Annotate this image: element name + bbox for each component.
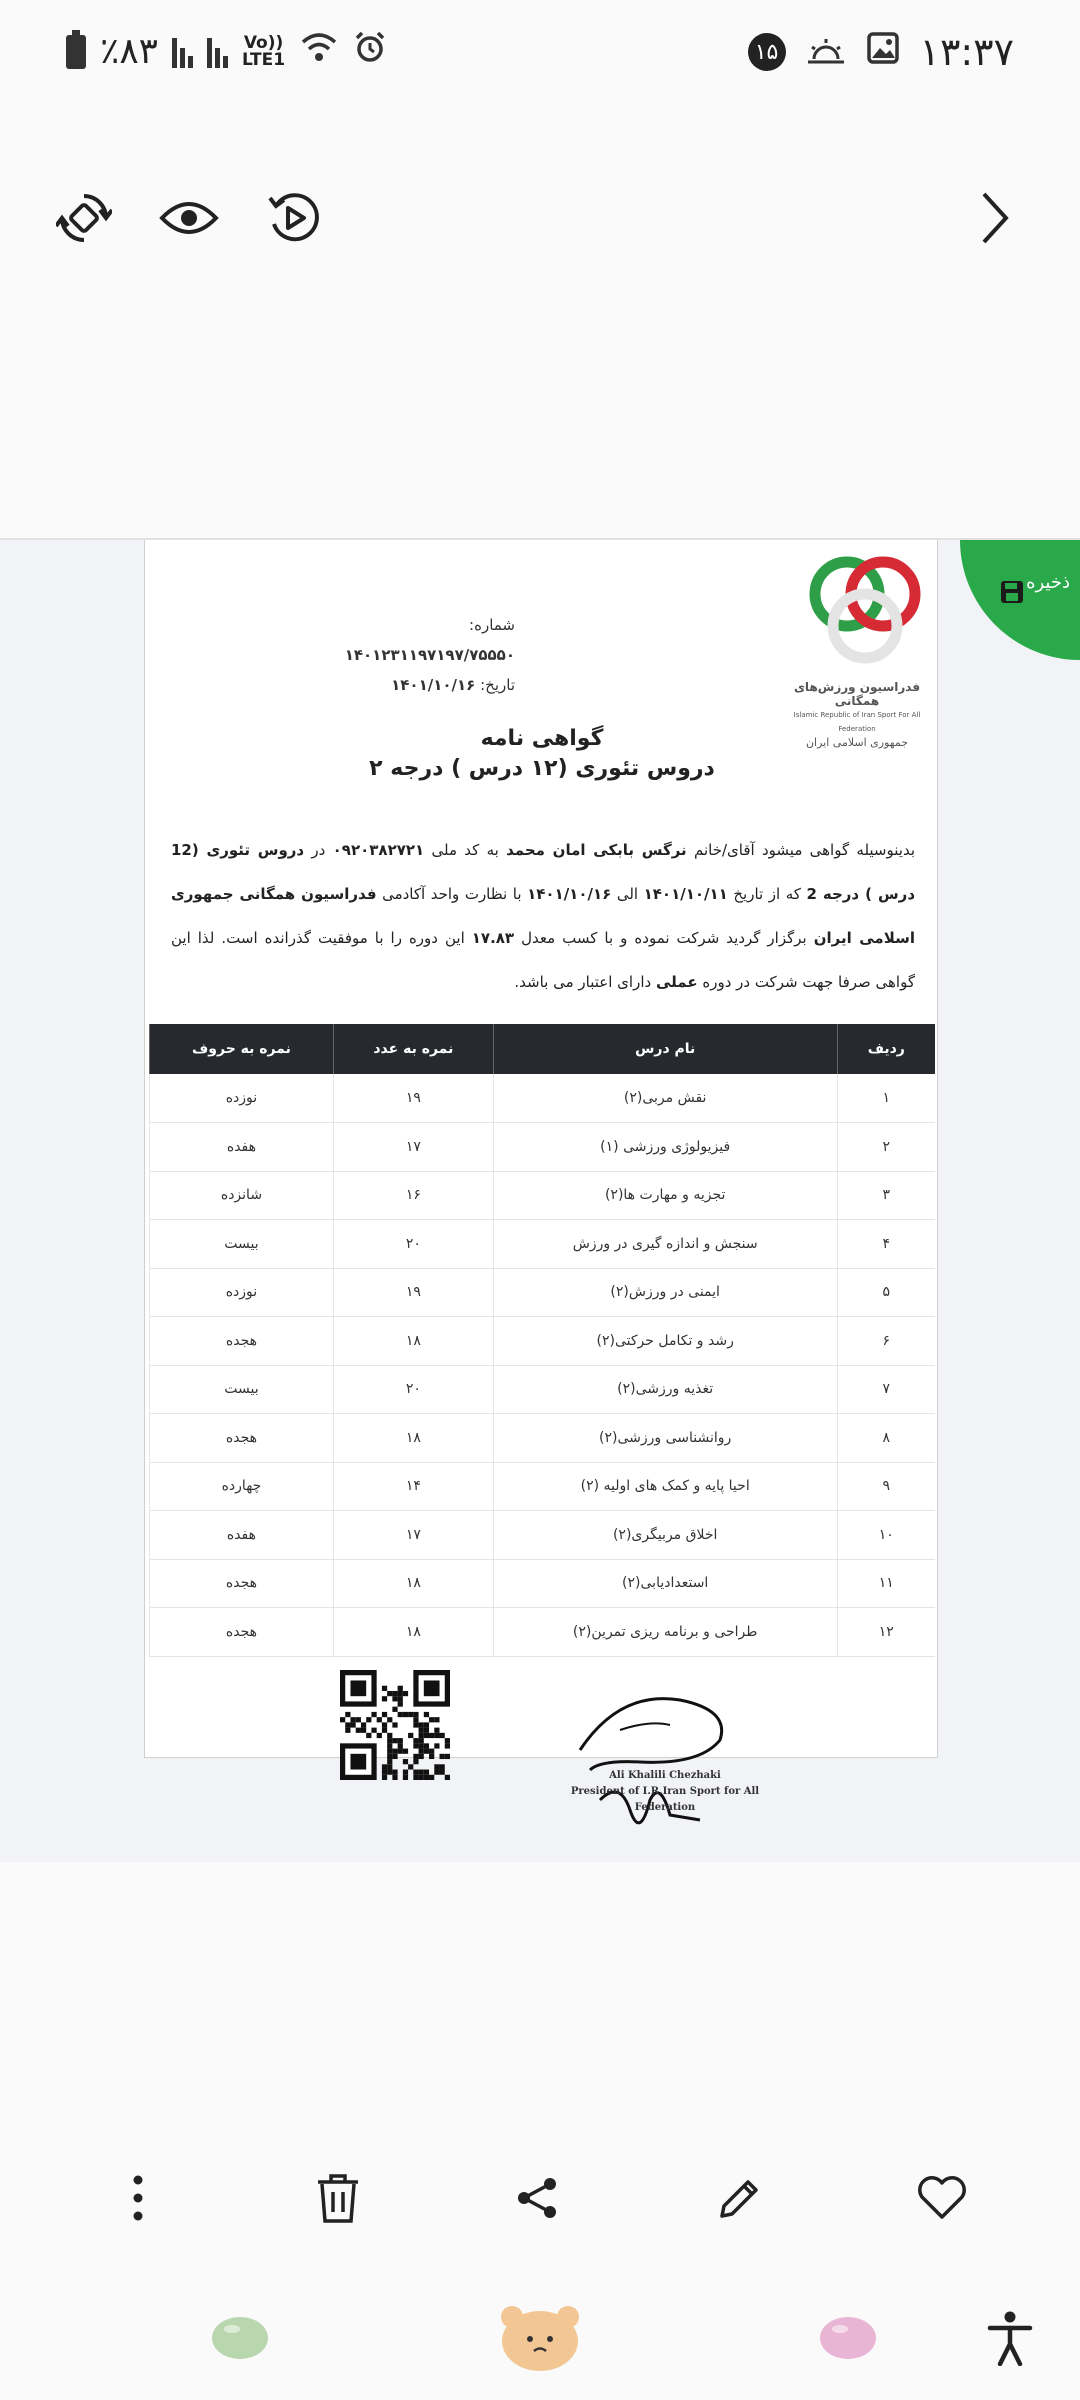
table-row	[150, 1414, 936, 1463]
status-bar	[0, 0, 1080, 110]
table-row	[150, 1268, 936, 1317]
favorite-button[interactable]	[892, 2150, 992, 2250]
table-row	[150, 1171, 936, 1220]
delete-button[interactable]	[288, 2150, 388, 2250]
grade-words: هفده	[150, 1123, 334, 1172]
table-row	[150, 1559, 936, 1608]
grade-words: هجده	[150, 1414, 334, 1463]
pink-bean-button[interactable]	[808, 2290, 888, 2390]
grade-number: ۱۶	[333, 1171, 493, 1220]
sunrise-icon	[806, 30, 846, 74]
row-number: ۱۲	[837, 1608, 935, 1657]
column-header: نام درس	[493, 1024, 837, 1074]
action-bar	[0, 2150, 1080, 2250]
more-button[interactable]	[88, 2150, 188, 2250]
practical-word: عملی	[655, 973, 698, 991]
course-title: فیزیولوژی ورزشی (۱)	[493, 1123, 837, 1172]
table-header-row	[150, 1024, 936, 1074]
edit-pencil-icon	[716, 2174, 764, 2226]
course-title: استعدادیابی(۲)	[493, 1559, 837, 1608]
table-row	[150, 1365, 936, 1414]
grade-number: ۲۰	[333, 1220, 493, 1269]
more-vertical-icon	[132, 2174, 144, 2226]
grades-table-body	[150, 1074, 936, 1656]
document-viewer[interactable]	[0, 538, 1080, 1862]
share-icon	[516, 2176, 560, 2224]
column-header: نمره به حروف	[150, 1024, 334, 1074]
battery-level: ٪۸۳	[100, 31, 159, 72]
course-title: نقش مربی(۲)	[493, 1074, 837, 1123]
date-label: تاریخ:	[480, 676, 515, 694]
eye-icon	[159, 198, 219, 242]
notification-count-badge: ۱۵	[748, 33, 786, 71]
grade-number: ۱۸	[333, 1559, 493, 1608]
signal-icon-2	[207, 36, 228, 68]
chevron-right-icon	[976, 190, 1012, 250]
share-button[interactable]	[488, 2150, 588, 2250]
body-text: که از تاریخ	[727, 885, 807, 903]
reference-block	[344, 610, 515, 700]
federation-name-fa: فدراسیون ورزش‌های همگانی	[793, 680, 921, 708]
federation-name-en: Islamic Republic of Iran Sport For All Federation	[793, 711, 921, 733]
course-title: تجزیه و مهارت ها(۲)	[493, 1171, 837, 1220]
grades-table	[149, 1024, 935, 1657]
row-number: ۹	[837, 1462, 935, 1511]
viewer-toolbar	[0, 170, 1080, 270]
date-from: ۱۴۰۱/۱۰/۱۱	[643, 885, 728, 903]
accessibility-icon	[986, 2310, 1034, 2370]
column-header: ردیف	[837, 1024, 935, 1074]
bear-button[interactable]	[496, 2290, 584, 2390]
rotate-button[interactable]	[34, 170, 134, 270]
body-text: در	[304, 841, 333, 859]
grade-number: ۱۷	[333, 1511, 493, 1560]
course-title: احیا پایه و کمک های اولیه (۲)	[493, 1462, 837, 1511]
table-row	[150, 1317, 936, 1366]
grade-number: ۱۴	[333, 1462, 493, 1511]
grade-words: بیست	[150, 1365, 334, 1414]
recipient-name: نرگس بابکی امان محمد	[506, 841, 687, 859]
title-line-2: دروس تئوری (۱۲ درس ) درجه ۲	[369, 756, 715, 781]
row-number: ۳	[837, 1171, 935, 1220]
grade-words: چهارده	[150, 1462, 334, 1511]
bear-face-sticker	[498, 2303, 582, 2377]
body-text: بدینوسیله گواهی میشود آقای/خانم	[686, 841, 916, 859]
table-row	[150, 1511, 936, 1560]
grade-words: هفده	[150, 1511, 334, 1560]
heart-icon	[916, 2175, 968, 2225]
grade-number: ۱۷	[333, 1123, 493, 1172]
certificate-title	[145, 724, 939, 784]
lte-label: Vo)) LTE1	[242, 32, 286, 70]
grade-number: ۱۹	[333, 1268, 493, 1317]
course-title: اخلاق مربیگری(۲)	[493, 1511, 837, 1560]
signal-icon	[172, 36, 193, 68]
course-title: روانشناسی ورزشی(۲)	[493, 1414, 837, 1463]
body-text: برگزار گردید شرکت نموده و با کسب معدل	[514, 929, 814, 947]
course-name: دروس تئوری (12 درس ) درجه 2	[171, 841, 916, 903]
row-number: ۴	[837, 1220, 935, 1269]
table-row	[150, 1074, 936, 1123]
signer-block	[570, 1768, 760, 1816]
replay-icon	[266, 190, 322, 250]
table-row	[150, 1608, 936, 1657]
organization-name: فدراسیون همگانی جمهوری اسلامی ایران	[171, 885, 915, 947]
course-title: ایمنی در ورزش(۲)	[493, 1268, 837, 1317]
accessibility-button[interactable]	[980, 2290, 1040, 2390]
course-title: رشد و تکامل حرکتی(۲)	[493, 1317, 837, 1366]
pink-bean-sticker	[818, 2313, 878, 2367]
body-text: الی	[611, 885, 644, 903]
grade-words: هجده	[150, 1317, 334, 1366]
grade-words: نوزده	[150, 1268, 334, 1317]
status-left	[66, 30, 387, 73]
certificate-page	[144, 540, 938, 1758]
body-text: به کد ملی	[424, 841, 507, 859]
body-text: با نظارت واحد آکادمی	[376, 885, 528, 903]
grade-number: ۲۰	[333, 1365, 493, 1414]
federation-sub: جمهوری اسلامی ایران	[805, 736, 909, 749]
course-title: تغذیه ورزشی(۲)	[493, 1365, 837, 1414]
federation-logo	[805, 550, 925, 670]
grade-words: شانزده	[150, 1171, 334, 1220]
green-bean-button[interactable]	[200, 2290, 280, 2390]
row-number: ۸	[837, 1414, 935, 1463]
clock-time: ۱۳:۳۷	[919, 30, 1014, 74]
course-title: سنجش و اندازه گیری در ورزش	[493, 1220, 837, 1269]
grade-number: ۱۸	[333, 1317, 493, 1366]
row-number: ۲	[837, 1123, 935, 1172]
table-row	[150, 1462, 936, 1511]
rotate-icon	[56, 190, 112, 250]
navigation-bar	[0, 2290, 1080, 2400]
grade-words: نوزده	[150, 1074, 334, 1123]
edit-button[interactable]	[690, 2150, 790, 2250]
save-icon	[1000, 580, 1024, 608]
row-number: ۵	[837, 1268, 935, 1317]
title-line-1: گواهی نامه	[480, 726, 604, 751]
wifi-icon	[299, 30, 339, 73]
table-row	[150, 1220, 936, 1269]
qr-code	[340, 1670, 450, 1780]
view-button[interactable]	[139, 170, 239, 270]
number-label: شماره:	[469, 616, 515, 634]
certificate-body	[171, 828, 915, 1004]
table-row	[150, 1123, 936, 1172]
trash-icon	[316, 2172, 360, 2228]
status-right	[748, 30, 1014, 74]
grade-number: ۱۸	[333, 1608, 493, 1657]
signer-title: President of I.R.Iran Sport for All Federation	[570, 1786, 760, 1813]
grade-words: هجده	[150, 1608, 334, 1657]
grade-number: ۱۸	[333, 1414, 493, 1463]
date-value: ۱۴۰۱/۱۰/۱۶	[391, 676, 476, 694]
next-button[interactable]	[944, 170, 1044, 270]
save-label: ذخیره	[1026, 572, 1070, 593]
alarm-icon	[353, 30, 387, 73]
save-button[interactable]	[960, 540, 1080, 660]
replay-button[interactable]	[244, 170, 344, 270]
body-text: دارای اعتبار می باشد.	[514, 973, 656, 991]
average-score: ۱۷.۸۳	[471, 929, 515, 947]
row-number: ۱۱	[837, 1559, 935, 1608]
date-to: ۱۴۰۱/۱۰/۱۶	[527, 885, 612, 903]
number-value: ۱۴۰۱۲۳۱۱۹۷۱۹۷/۷۵۵۵۰	[344, 646, 515, 664]
national-id: ۰۹۲۰۳۸۲۷۲۱	[332, 841, 425, 859]
grade-words: بیست	[150, 1220, 334, 1269]
green-bean-sticker	[210, 2313, 270, 2367]
grade-words: هجده	[150, 1559, 334, 1608]
row-number: ۱	[837, 1074, 935, 1123]
row-number: ۱۰	[837, 1511, 935, 1560]
column-header: نمره به عدد	[333, 1024, 493, 1074]
grade-number: ۱۹	[333, 1074, 493, 1123]
body-text: این دوره را با موفقیت گذرانده است. لذا این گواهی صرفا جهت شرکت در دوره	[171, 929, 915, 991]
battery-icon	[66, 35, 86, 69]
gallery-icon	[866, 30, 900, 74]
signer-name: Ali Khalili Chezhaki	[609, 1770, 721, 1781]
row-number: ۷	[837, 1365, 935, 1414]
row-number: ۶	[837, 1317, 935, 1366]
course-title: طراحی و برنامه ریزی تمرین(۲)	[493, 1608, 837, 1657]
